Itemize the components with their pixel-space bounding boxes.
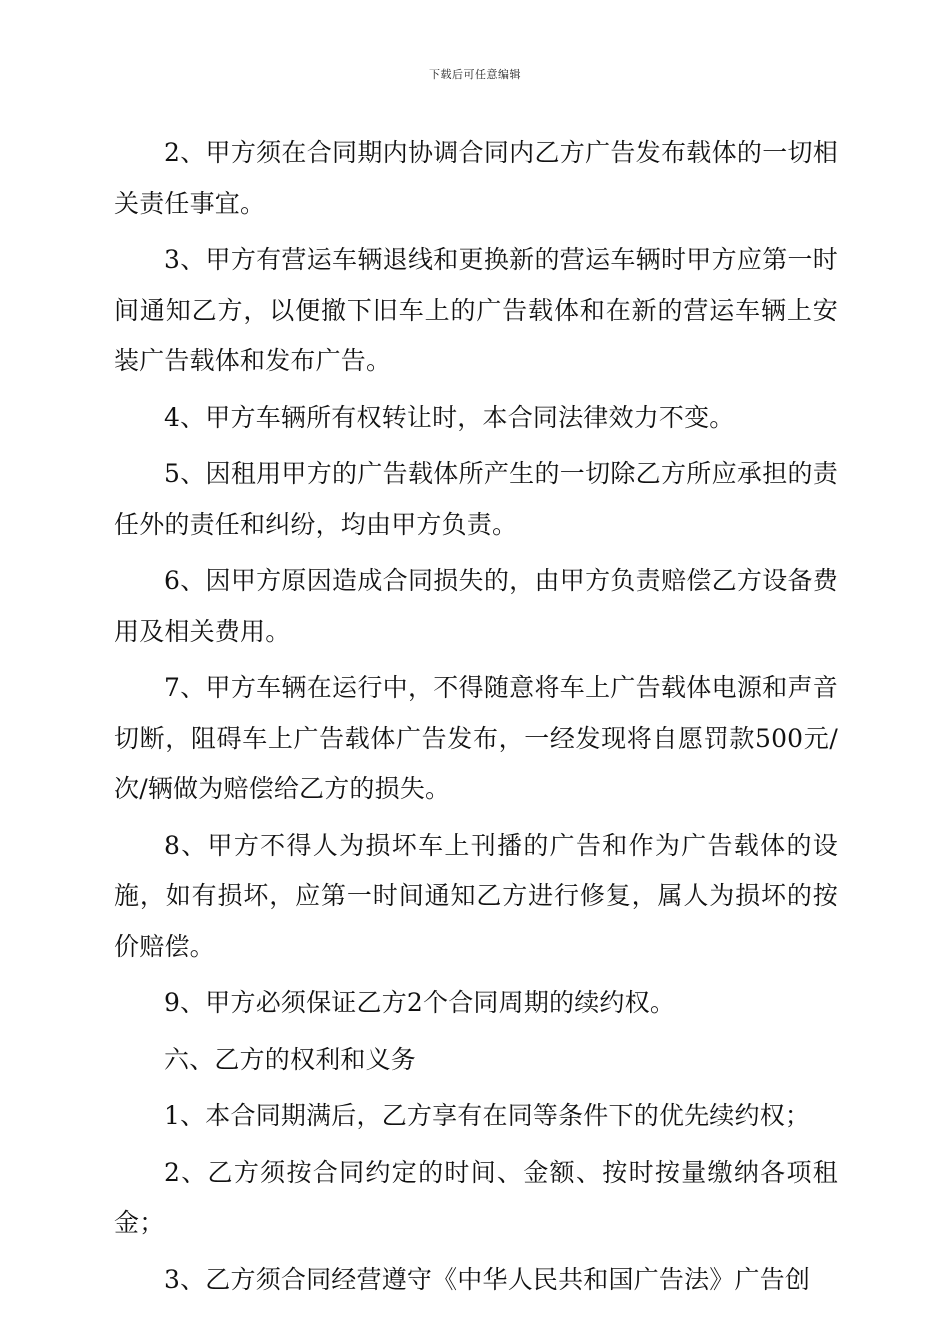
party-b-clause-1-paragraph: 1、本合同期满后，乙方享有在同等条件下的优先续约权； bbox=[164, 1101, 811, 1130]
header-note: 下载后可任意编辑 bbox=[429, 68, 521, 81]
section-6-heading: 六、乙方的权利和义务 bbox=[164, 1044, 417, 1074]
clause-9-paragraph: 9、甲方必须保证乙方2个合同周期的续约权。 bbox=[164, 988, 676, 1017]
clause-6-paragraph: 6、因甲方原因造成合同损失的，由甲方负责赔偿乙方设备费用及相关费用。 bbox=[114, 566, 838, 646]
clause-3-paragraph: 3、甲方有营运车辆退线和更换新的营运车辆时甲方应第一时间通知乙方，以便撤下旧车上的广告载体和在新的营运车辆上安装广告载体和发布广告。 bbox=[114, 245, 838, 375]
clause-4-paragraph: 4、甲方车辆所有权转让时，本合同法律效力不变。 bbox=[164, 402, 735, 432]
clause-2-paragraph: 2、甲方须在合同期内协调合同内乙方广告发布载体的一切相关责任事宜。 bbox=[114, 138, 838, 218]
party-b-clause-3-paragraph: 3、乙方须合同经营遵守《中华人民共和国广告法》广告创 bbox=[164, 1264, 811, 1294]
party-b-clause-2-paragraph: 2、乙方须按合同约定的时间、金额、按时按量缴纳各项租金； bbox=[114, 1157, 838, 1237]
clause-7-paragraph: 7、甲方车辆在运行中，不得随意将车上广告载体电源和声音切断，阻碍车上广告载体广告发布，一经发现将自愿罚款500元/次/辆做为赔偿给乙方的损失。 bbox=[114, 673, 838, 803]
clause-8-paragraph: 8、甲方不得人为损坏车上刊播的广告和作为广告载体的设施，如有损坏，应第一时间通知乙方进行修复，属人为损坏的按价赔偿。 bbox=[114, 830, 838, 961]
document-body bbox=[114, 128, 838, 1311]
clause-5-paragraph: 5、因租用甲方的广告载体所产生的一切除乙方所应承担的责任外的责任和纠纷，均由甲方负责。 bbox=[114, 459, 838, 539]
